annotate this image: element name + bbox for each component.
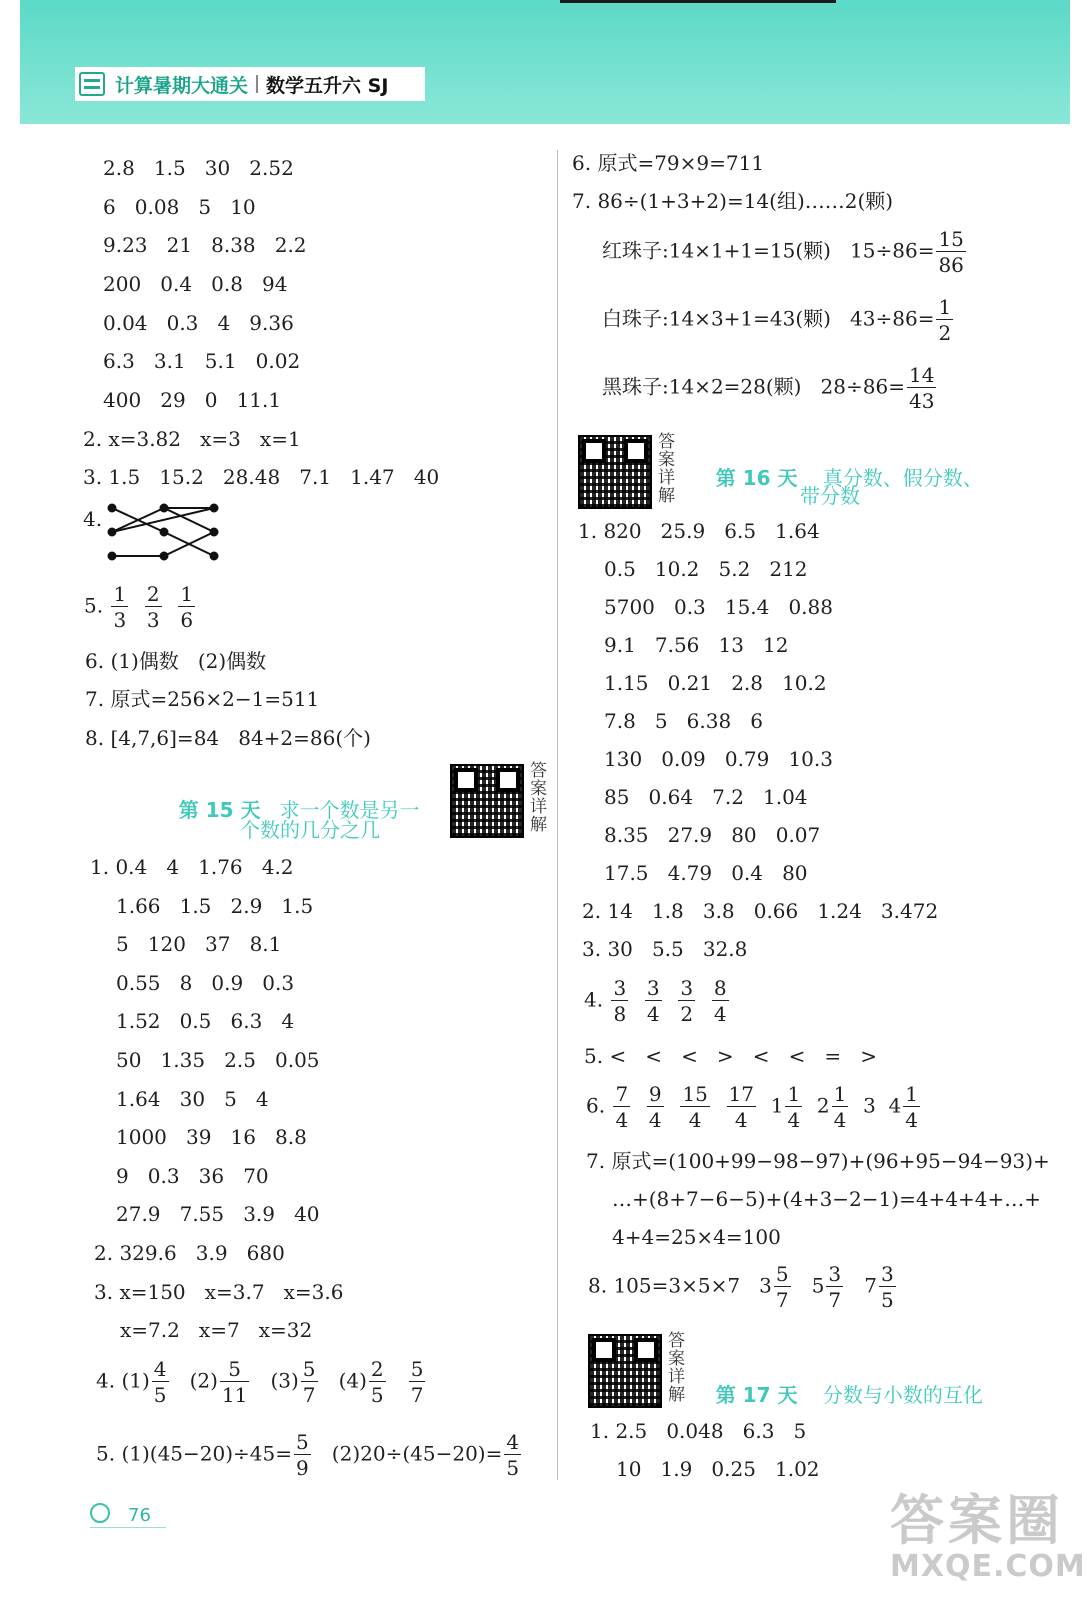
answer-line: [612, 1227, 781, 1247]
answer-text: 1.15 0.21 2.8 10.2: [604, 671, 827, 695]
answer-line: [586, 1151, 1050, 1171]
day15-topic: 求一个数是另一: [279, 798, 420, 822]
fraction: [294, 1432, 311, 1478]
answer-text: 17.5 4.79 0.4 80: [604, 861, 808, 885]
answer-prefix: 4.: [584, 987, 610, 1012]
answer-prefix: (3): [264, 1368, 299, 1393]
answer-line: [602, 229, 968, 275]
answer-prefix: 6.: [586, 1093, 612, 1118]
bead-answer: 黑珠子:14×2=28(颗) 28÷86=: [602, 374, 905, 399]
fraction: [879, 1264, 896, 1310]
qr-code-day17[interactable]: [588, 1334, 662, 1408]
answer-line: [116, 934, 281, 954]
gap: [712, 1094, 725, 1118]
fraction: [613, 1084, 630, 1130]
gap: [630, 988, 643, 1012]
answer-text: 5 120 37 8.1: [116, 932, 282, 956]
answer-line: [94, 1282, 343, 1302]
answer-line: [116, 973, 294, 993]
answer-text: 2.8 1.5 30 2.52: [103, 156, 294, 180]
answer-line: [103, 158, 294, 178]
numerator: 4: [153, 1357, 167, 1381]
answer-line: [584, 1046, 877, 1066]
answer-text: 7. 原式=256×2−1=511: [85, 687, 320, 711]
numerator: 1: [113, 582, 127, 606]
answer-prefix: 8. 105=3×5×7: [588, 1273, 760, 1298]
answer-text: 0.55 8 0.9 0.3: [116, 971, 295, 995]
numerator: 5: [296, 1430, 309, 1454]
answer-text: 2. x=3.82 x=3 x=1: [83, 427, 301, 451]
answer-line: [604, 787, 808, 807]
denominator: 4: [648, 1108, 662, 1132]
watermark-text: 答案圈: [890, 1489, 1064, 1552]
answer-text: 400 29 0 11.1: [103, 388, 282, 412]
answer-line: [103, 274, 287, 294]
numerator: 3: [613, 976, 627, 1000]
whole-part: 3: [863, 1093, 876, 1118]
denominator: 4: [787, 1108, 801, 1132]
header-banner: [20, 0, 1070, 124]
answer-text: 9.1 7.56 13 12: [604, 633, 789, 657]
gap: [313, 1442, 326, 1466]
fraction: [369, 1359, 386, 1405]
whole-part: 5: [811, 1273, 825, 1298]
gap: [632, 1094, 645, 1118]
answer-prefix: (4): [332, 1368, 367, 1393]
answer-text: 4.: [83, 507, 103, 531]
sun-icon: [90, 1503, 110, 1523]
answer-line: [85, 651, 266, 671]
answer-line: [83, 509, 102, 529]
denominator: 3: [113, 608, 127, 632]
answer-text: 50 1.35 2.5 0.05: [116, 1048, 320, 1072]
gap: [731, 988, 744, 1012]
answer-line: [94, 1243, 285, 1263]
gap: [793, 1274, 812, 1298]
gap: [388, 1369, 401, 1393]
column-divider: [557, 150, 558, 1480]
numerator: 1: [833, 1082, 847, 1106]
answer-line: [604, 635, 788, 655]
denominator: 7: [775, 1288, 789, 1312]
gap: [666, 1094, 679, 1118]
answer-line: [590, 1421, 806, 1441]
answer-text: 9 0.3 36 70: [116, 1164, 269, 1188]
numerator: 17: [728, 1082, 754, 1106]
numerator: 1: [905, 1082, 918, 1106]
answer-text: 1. 0.4 4 1.76 4.2: [90, 855, 294, 879]
gap: [845, 1274, 864, 1298]
answer-line: [578, 521, 820, 541]
numerator: 5: [775, 1262, 789, 1286]
qr-code-day15[interactable]: [450, 764, 524, 838]
fraction: [301, 1359, 318, 1405]
whole-part: 2: [816, 1093, 830, 1118]
title-separator: [256, 75, 258, 93]
answer-text: 1.64 30 5 4: [116, 1087, 269, 1111]
denominator: 4: [615, 1108, 629, 1132]
footer-line: [90, 1527, 166, 1528]
answer-text: 130 0.09 0.79 10.3: [604, 747, 833, 771]
answer-text: 1. 2.5 0.048 6.3 5: [590, 1419, 807, 1443]
day17-topic: 分数与小数的互化: [822, 1383, 983, 1407]
numerator: 8: [713, 976, 727, 1000]
watermark-url: MXQE.COM: [890, 1549, 1086, 1584]
numerator: 3: [880, 1262, 894, 1286]
fraction: [111, 584, 128, 630]
gap: [427, 1369, 440, 1393]
numerator: 5: [302, 1357, 316, 1381]
denominator: 5: [880, 1288, 894, 1312]
answer-line: [90, 857, 294, 877]
denominator: 4: [688, 1108, 702, 1132]
numerator: 1: [938, 295, 952, 319]
fraction: [826, 1264, 843, 1310]
denominator: 6: [180, 608, 194, 632]
fraction: [611, 978, 628, 1024]
fraction: [680, 1084, 709, 1130]
answer-text: 85 0.64 7.2 1.04: [604, 785, 808, 809]
numerator: 7: [615, 1082, 629, 1106]
denominator: 9: [296, 1456, 309, 1480]
gap: [922, 1094, 935, 1118]
denominator: 5: [506, 1456, 520, 1480]
denominator: 86: [938, 253, 964, 277]
bead-answer: 红珠子:14×1+1=15(颗) 15÷86=: [602, 238, 935, 263]
answer-prefix: (2): [183, 1368, 218, 1393]
fraction: [678, 978, 695, 1024]
answer-text: 5700 0.3 15.4 0.88: [604, 595, 833, 619]
fraction: [832, 1084, 849, 1130]
answer-line: [602, 297, 955, 343]
fraction: [712, 978, 729, 1024]
answer-line: [616, 1459, 820, 1479]
answer-line: [612, 1189, 1041, 1209]
answer-text: 5. < < < > < < = >: [584, 1044, 878, 1068]
page-number: 76: [128, 1505, 151, 1526]
answer-text: 6 0.08 5 10: [103, 195, 256, 219]
answer-text: 8.35 27.9 80 0.07: [604, 823, 821, 847]
day15-topic-cont: 个数的几分之几: [240, 818, 380, 842]
day16-topic-cont: 带分数: [800, 484, 860, 508]
gap: [697, 988, 710, 1012]
denominator: 4: [734, 1108, 748, 1132]
qr-caption-day17: 答案详解: [668, 1331, 685, 1405]
answer-text: 27.9 7.55 3.9 40: [116, 1202, 320, 1226]
answer-text: 1000 39 16 8.8: [116, 1125, 307, 1149]
gap: [197, 594, 210, 618]
answer-text: 1.52 0.5 6.3 4: [116, 1009, 295, 1033]
numerator: 15: [938, 227, 964, 251]
answer-line: [103, 197, 256, 217]
answer-text: 7.8 5 6.38 6: [604, 709, 764, 733]
numerator: 15: [682, 1082, 708, 1106]
answer-line: [602, 365, 938, 411]
denominator: 4: [833, 1108, 847, 1132]
matching-diagram: [106, 500, 226, 564]
day17-label: 第 17 天: [715, 1383, 798, 1407]
answer-line: [103, 313, 294, 333]
answer-text: 3. 30 5.5 32.8: [582, 937, 748, 961]
qr-caption-day16: 答案详解: [658, 432, 675, 506]
numerator: 9: [648, 1082, 662, 1106]
denominator: 3: [146, 608, 160, 632]
gap: [171, 1369, 184, 1393]
answer-prefix: (2)20÷(45−20)=: [325, 1441, 503, 1466]
bead-answer: 白珠子:14×3+1=43(颗) 43÷86=: [602, 306, 935, 331]
answer-text: 10 1.9 0.25 1.02: [616, 1457, 820, 1481]
answer-text: 7. 原式=(100+99−98−97)+(96+95−94−93)+: [586, 1149, 1050, 1173]
numerator: 4: [506, 1430, 520, 1454]
answer-text: 2. 14 1.8 3.8 0.66 1.24 3.472: [582, 899, 939, 923]
day16-topic: 真分数、假分数、: [822, 466, 983, 490]
answer-text: 8. [4,7,6]=84 84+2=86(个): [85, 726, 371, 750]
answer-text: 0.04 0.3 4 9.36: [103, 311, 294, 335]
answer-prefix: 4. (1): [96, 1368, 150, 1393]
gap: [251, 1369, 264, 1393]
numerator: 1: [787, 1082, 801, 1106]
answer-line: [604, 559, 808, 579]
answer-line: [96, 1359, 440, 1405]
gap: [876, 1094, 889, 1118]
series-title: 计算暑期大通关: [115, 74, 249, 97]
answer-line: [586, 1084, 935, 1130]
banner-top-bar: [560, 0, 836, 3]
answer-line: [103, 351, 300, 371]
denominator: 4: [646, 1002, 660, 1026]
denominator: 8: [613, 1002, 627, 1026]
gap: [130, 594, 143, 618]
answer-line: [103, 235, 307, 255]
book-icon: [79, 72, 105, 96]
numerator: 3: [680, 976, 694, 1000]
gap: [758, 1094, 771, 1118]
answer-prefix: [400, 1369, 406, 1393]
denominator: 11: [221, 1383, 248, 1407]
fraction: [647, 1084, 664, 1130]
fraction: [178, 584, 195, 630]
answer-line: [85, 728, 371, 748]
qr-caption-day15: 答案详解: [530, 761, 547, 835]
answer-line: [572, 153, 764, 173]
answer-line: [604, 749, 833, 769]
answer-text: 0.5 10.2 5.2 212: [604, 557, 808, 581]
answer-line: [604, 711, 763, 731]
watermark-logo: [890, 1478, 1086, 1584]
fraction: [785, 1084, 802, 1130]
answer-text: 3. x=150 x=3.7 x=3.6: [94, 1280, 344, 1304]
gap: [804, 1094, 817, 1118]
fraction: [774, 1264, 791, 1310]
answer-text: …+(8+7−6−5)+(4+3−2−1)=4+4+4+…+: [612, 1187, 1042, 1211]
answer-prefix: 5. (1)(45−20)÷45=: [96, 1441, 292, 1466]
answer-line: [604, 825, 820, 845]
fraction: [504, 1432, 521, 1478]
fraction: [727, 1084, 756, 1130]
fraction: [936, 229, 965, 275]
numerator: 5: [410, 1357, 424, 1381]
answer-line: [96, 1432, 536, 1478]
answer-line: [588, 1264, 917, 1310]
answer-line: [85, 689, 319, 709]
fraction: [152, 1359, 169, 1405]
denominator: 5: [370, 1383, 384, 1407]
answer-line: [582, 901, 938, 921]
fraction: [903, 1084, 920, 1130]
whole-part: 3: [759, 1273, 772, 1298]
day16-label: 第 16 天: [715, 466, 798, 490]
gap: [164, 594, 177, 618]
numerator: 14: [908, 363, 935, 387]
numerator: 2: [146, 582, 160, 606]
answer-text: x=7.2 x=7 x=32: [120, 1318, 313, 1342]
answer-line: [83, 429, 301, 449]
denominator: 43: [908, 389, 935, 413]
gap: [850, 1094, 863, 1118]
denominator: 2: [680, 1002, 694, 1026]
answer-text: 7. 86÷(1+3+2)=14(组)……2(颗): [572, 189, 894, 213]
answer-line: [572, 191, 893, 211]
answer-line: [83, 467, 439, 487]
denominator: 7: [828, 1288, 842, 1312]
numerator: 5: [220, 1359, 249, 1382]
answer-line: [604, 673, 827, 693]
numerator: 3: [646, 976, 660, 1000]
answer-line: [116, 1050, 320, 1070]
answer-line: [582, 939, 747, 959]
fraction: [220, 1359, 249, 1405]
fraction: [936, 297, 953, 343]
gap: [898, 1274, 917, 1298]
whole-part: 4: [888, 1093, 902, 1118]
book-title: [75, 67, 425, 101]
fraction: [409, 1359, 426, 1405]
fraction: [145, 584, 162, 630]
gap: [320, 1369, 333, 1393]
answer-text: 2. 329.6 3.9 680: [94, 1241, 285, 1265]
answer-text: 1.66 1.5 2.9 1.5: [116, 894, 314, 918]
answer-text: 6.3 3.1 5.1 0.02: [103, 349, 301, 373]
answer-text: 1. 820 25.9 6.5 1.64: [578, 519, 820, 543]
whole-part: 1: [770, 1093, 784, 1118]
denominator: 4: [713, 1002, 727, 1026]
answer-text: 9.23 21 8.38 2.2: [103, 233, 307, 257]
denominator: 2: [938, 321, 952, 345]
answer-text: 4+4=25×4=100: [612, 1225, 781, 1249]
answer-line: [604, 597, 833, 617]
answer-line: [120, 1320, 312, 1340]
denominator: 5: [153, 1383, 167, 1407]
answer-line: [116, 1127, 307, 1147]
answer-text: 6. (1)偶数 (2)偶数: [85, 649, 267, 673]
denominator: 7: [302, 1383, 316, 1407]
answer-line: [116, 1011, 294, 1031]
denominator: 7: [410, 1383, 424, 1407]
fraction: [907, 365, 936, 411]
answer-line: [116, 1089, 269, 1109]
numerator: 3: [828, 1262, 842, 1286]
numerator: 1: [180, 582, 194, 606]
answer-prefix: 5.: [84, 593, 110, 618]
answer-text: 6. 原式=79×9=711: [572, 151, 765, 175]
answer-line: [116, 1166, 269, 1186]
answer-line: [116, 896, 313, 916]
answer-line: [604, 863, 808, 883]
answer-line: [116, 1204, 320, 1224]
day17-title: [703, 1355, 983, 1408]
day15-label: 第 15 天: [178, 798, 261, 822]
denominator: 4: [905, 1108, 918, 1132]
answer-text: 200 0.4 0.8 94: [103, 272, 288, 296]
qr-code-day16[interactable]: [578, 435, 652, 509]
answer-line: [84, 584, 210, 630]
gap: [523, 1442, 536, 1466]
answer-line: [584, 978, 743, 1024]
gap: [664, 988, 677, 1012]
subject-title: 数学五升六 SJ: [266, 74, 389, 97]
whole-part: 7: [864, 1273, 877, 1298]
numerator: 2: [370, 1357, 384, 1381]
answer-text: 3. 1.5 15.2 28.48 7.1 1.47 40: [83, 465, 440, 489]
fraction: [645, 978, 662, 1024]
answer-line: [103, 390, 281, 410]
